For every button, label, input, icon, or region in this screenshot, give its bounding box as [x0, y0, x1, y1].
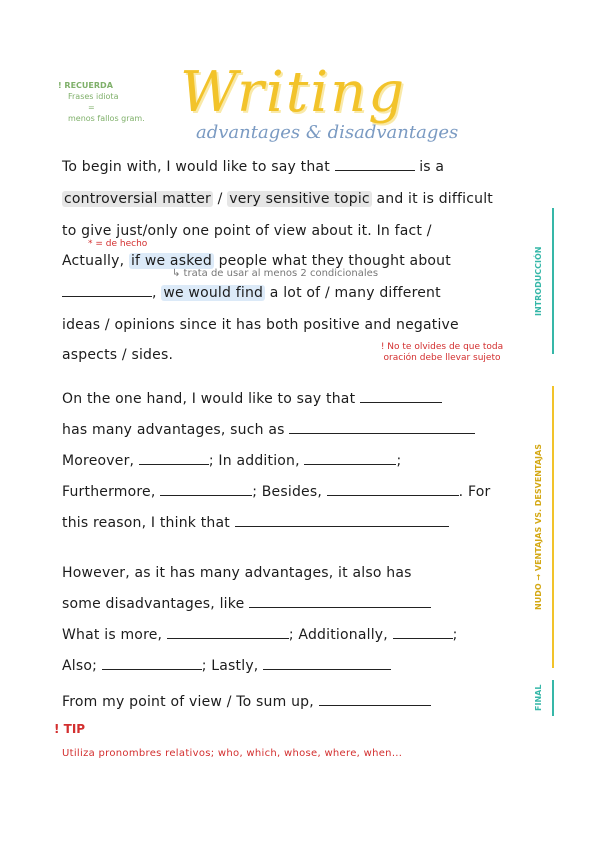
highlight-phrase: controversial matter [64, 191, 211, 207]
body-text: some disadvantages, like [62, 596, 245, 612]
body-text: ; Lastly, [201, 658, 259, 674]
final-section-bar [552, 680, 554, 716]
reminder-note [58, 80, 158, 124]
blank-field[interactable] [289, 421, 475, 434]
highlight-phrase: we would find [163, 285, 264, 301]
body-line-8 [62, 626, 458, 644]
intro-line-1 [62, 158, 444, 176]
body-line-5 [62, 514, 449, 532]
note-subject: ! No te olvides de que toda oración debe llevar sujeto [380, 342, 504, 363]
page-subtitle: advantages & disadvantages [196, 122, 459, 143]
body-text: . For [458, 484, 491, 500]
blank-field[interactable] [263, 657, 391, 670]
body-text: Also; [62, 658, 98, 674]
reminder-line2: = [88, 103, 95, 112]
body-text: ; Additionally, [288, 627, 388, 643]
intro-text: / [217, 191, 223, 207]
highlight-phrase: very sensitive topic [229, 191, 370, 207]
intro-text: a lot of / many different [269, 285, 441, 301]
blank-field[interactable] [235, 514, 449, 527]
body-line-4 [62, 483, 490, 501]
page-title: Writing [180, 60, 407, 125]
note-conditionals: ↳ trata de usar al menos 2 condicionales [172, 268, 379, 279]
highlight-phrase: if we asked [130, 253, 212, 269]
intro-section-label: INTRODUCCIÓN [534, 246, 543, 316]
intro-line-3: to give just/only one point of view about it. In fact / [62, 223, 432, 239]
final-section-label: FINAL [534, 684, 543, 712]
intro-text: , [152, 285, 157, 301]
intro-line-2 [62, 190, 493, 208]
body-text: ; [396, 453, 402, 469]
tip-text: Utiliza pronombres relativos; who, which, whose, where, when... [62, 748, 403, 759]
conclusion-line [62, 693, 431, 711]
intro-line-7: aspects / sides. [62, 347, 174, 363]
reminder-line3: menos fallos gram. [68, 114, 145, 123]
intro-section-bar [552, 208, 554, 354]
blank-field[interactable] [139, 452, 209, 465]
body-line-3 [62, 452, 401, 470]
intro-text: Actually, [62, 253, 125, 269]
blank-field[interactable] [327, 483, 459, 496]
intro-text: and it is difficult [376, 191, 493, 207]
blank-field[interactable] [335, 158, 415, 171]
body-text: ; In addition, [208, 453, 300, 469]
tip-label: ! TIP [54, 722, 86, 736]
blank-field[interactable] [62, 284, 152, 297]
blank-field[interactable] [102, 657, 202, 670]
body-text: ; [452, 627, 458, 643]
body-line-1 [62, 390, 442, 408]
intro-text: people what they thought about [218, 253, 451, 269]
body-line-9 [62, 657, 391, 675]
body-text: Moreover, [62, 453, 135, 469]
blank-field[interactable] [160, 483, 252, 496]
body-text: On the one hand, I would like to say that [62, 391, 356, 407]
conclusion-text: From my point of view / To sum up, [62, 694, 314, 710]
body-text: What is more, [62, 627, 163, 643]
blank-field[interactable] [167, 626, 289, 639]
blank-field[interactable] [319, 693, 431, 706]
body-text: Furthermore, [62, 484, 156, 500]
reminder-line1: Frases idiota [68, 92, 119, 101]
body-section-bar [552, 386, 554, 668]
body-line-2 [62, 421, 475, 439]
intro-line-6: ideas / opinions since it has both positive and negative [62, 317, 459, 333]
intro-text: is a [419, 159, 445, 175]
blank-field[interactable] [249, 595, 431, 608]
body-section-label: NUDO → VENTAJAS VS. DESVENTAJAS [534, 444, 543, 610]
blank-field[interactable] [360, 390, 442, 403]
body-line-6: However, as it has many advantages, it also has [62, 565, 412, 581]
body-text: ; Besides, [252, 484, 322, 500]
blank-field[interactable] [304, 452, 396, 465]
body-line-7 [62, 595, 431, 613]
blank-field[interactable] [393, 626, 453, 639]
note-in-fact: * = de hecho [88, 239, 148, 249]
intro-text: To begin with, I would like to say that [62, 159, 330, 175]
intro-line-5 [62, 284, 441, 302]
body-text: this reason, I think that [62, 515, 230, 531]
reminder-label: ! RECUERDA [58, 81, 113, 90]
body-text: has many advantages, such as [62, 422, 285, 438]
